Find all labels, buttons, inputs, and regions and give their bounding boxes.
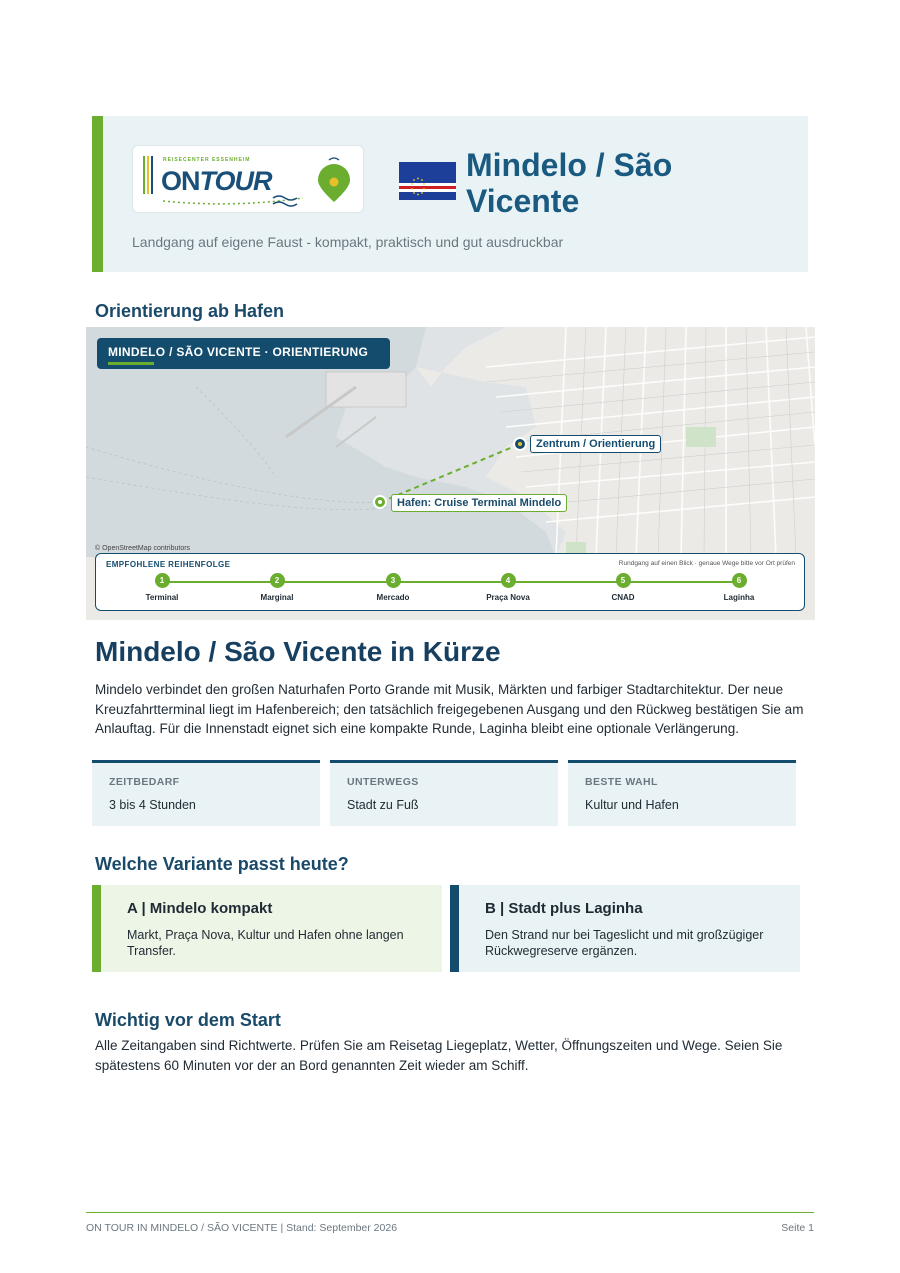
route-stop xyxy=(107,573,217,602)
route-stop-name: CNAD xyxy=(611,593,635,602)
route-stop-number: 5 xyxy=(616,573,631,588)
map-label-port: Hafen: Cruise Terminal Mindelo xyxy=(391,494,567,512)
route-stop xyxy=(568,573,678,602)
route-stop-name: Mercado xyxy=(376,593,410,602)
fact-card-value: Kultur und Hafen xyxy=(585,798,679,812)
route-title: EMPFOHLENE REIHENFOLGE xyxy=(106,560,231,569)
header-panel xyxy=(92,116,808,272)
route-note: Rundgang auf einen Blick · genaue Wege bitte vor Ort prüfen xyxy=(618,560,795,567)
logo-wordmark xyxy=(161,166,272,197)
route-stop-number: 3 xyxy=(386,573,401,588)
variant-b xyxy=(450,885,800,972)
fact-card-choice xyxy=(568,760,796,826)
route-stop-number: 4 xyxy=(501,573,516,588)
variant-a xyxy=(92,885,442,972)
route-stop xyxy=(222,573,332,602)
variant-text: Markt, Praça Nova, Kultur und Hafen ohne langen Transfer. xyxy=(127,928,404,958)
variant-title: A | Mindelo kompakt xyxy=(127,900,273,917)
variants-heading: Welche Variante passt heute? xyxy=(95,854,349,874)
route-panel xyxy=(95,553,805,611)
logo-tagline: REISECENTER ESSENHEIM xyxy=(163,157,251,163)
route-stop-name: Marginal xyxy=(260,593,294,602)
fact-card-value: Stadt zu Fuß xyxy=(347,798,419,812)
route-stop xyxy=(453,573,563,602)
route-stop xyxy=(338,573,448,602)
route-stop-number: 6 xyxy=(732,573,747,588)
fact-card-transport xyxy=(330,760,558,826)
on-tour-logo xyxy=(132,145,364,213)
important-heading: Wichtig vor dem Start xyxy=(95,1010,281,1030)
fact-card-label: ZEITBEDARF xyxy=(109,776,180,788)
center-pin-icon[interactable] xyxy=(513,437,527,451)
map-label-center: Zentrum / Orientierung xyxy=(530,435,661,453)
port-pin-icon[interactable] xyxy=(373,495,387,509)
route-stop xyxy=(684,573,794,602)
route-stop-number: 2 xyxy=(270,573,285,588)
map-banner-underline xyxy=(108,362,154,365)
fact-card-time xyxy=(92,760,320,826)
route-stop-number: 1 xyxy=(155,573,170,588)
fact-card-label: UNTERWEGS xyxy=(347,776,419,788)
cape-verde-flag-icon xyxy=(399,162,456,200)
logo-word-on: ON xyxy=(161,166,200,196)
footer-divider xyxy=(86,1212,814,1213)
important-text: Alle Zeitangaben sind Richtwerte. Prüfen Sie am Reisetag Liegeplatz, Wetter, Öffnungszeiten und Wege. Seien Sie spätestens 60 Minuten vor der an Bord genannten Zeit wieder am Schiff. xyxy=(95,1038,783,1073)
header-accent-bar xyxy=(92,116,103,272)
summary-intro: Mindelo verbindet den großen Naturhafen Porto Grande mit Musik, Märkten und farbiger Stadtarchitektur. Der neue Kreuzfahrtterminal liegt im Hafenbereich; den tatsächlich freigegebenen Ausgang und den Rückweg bestätigen Sie am Anlauftag. Für die Innenstadt eignet sich eine kompakte Runde, Laginha bleibt eine optionale Verlängerung. xyxy=(95,682,804,736)
route-stop-name: Laginha xyxy=(723,593,755,602)
orientation-map xyxy=(86,327,815,620)
summary-heading: Mindelo / São Vicente in Kürze xyxy=(95,636,501,667)
variant-text: Den Strand nur bei Tageslicht und mit großzügiger Rückwegreserve ergänzen. xyxy=(485,928,764,958)
fact-card-value: 3 bis 4 Stunden xyxy=(109,798,196,812)
map-banner: MINDELO / SÃO VICENTE · ORIENTIERUNG xyxy=(97,338,390,369)
map-attribution: © OpenStreetMap contributors xyxy=(95,545,191,552)
page-number: Seite 1 xyxy=(781,1222,814,1234)
logo-word-tour: TOUR xyxy=(199,166,272,196)
page-subtitle: Landgang auf eigene Faust - kompakt, praktisch und gut ausdruckbar xyxy=(132,234,564,250)
fact-card-label: BESTE WAHL xyxy=(585,776,658,788)
orientation-heading: Orientierung ab Hafen xyxy=(95,301,285,321)
route-stop-name: Terminal xyxy=(145,593,179,602)
fact-cards xyxy=(92,760,802,826)
route-stop-name: Praça Nova xyxy=(486,593,530,602)
footer-text: ON TOUR IN MINDELO / SÃO VICENTE | Stand: September 2026 xyxy=(86,1222,398,1234)
variant-title: B | Stadt plus Laginha xyxy=(485,900,643,917)
page-title: Mindelo / São Vicente xyxy=(466,147,673,219)
